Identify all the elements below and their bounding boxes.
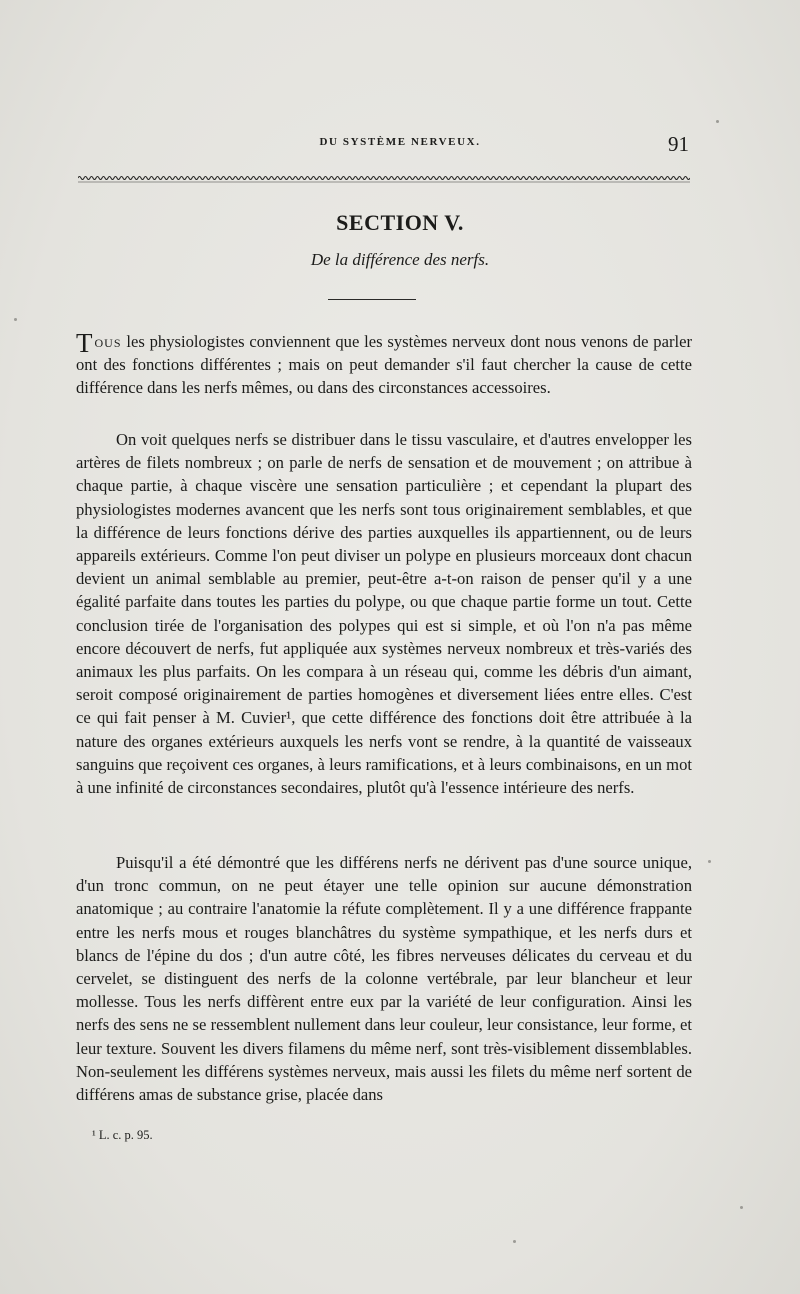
paragraph-1-opening: ous [94, 332, 122, 351]
paragraph-1 [76, 330, 692, 400]
drop-cap: T [76, 328, 93, 358]
paragraph-3-text: Puisqu'il a été démontré que les différens nerfs ne dérivent pas d'une source unique, d'un tronc commun, on ne peut étayer une telle opinion sur aucune démonstration anatomique ; au contraire l'anatomie la réfute complètement. Il y a une différence frappante entre les nerfs mous et rouges blanchâtres du système sympathique, et les nerfs durs et blancs de l'épine du dos ; d'un autre côté, les fibres nerveuses délicates du cerveau et du cervelet, se distinguent des nerfs de la colonne vertébrale, par leur blancheur et leur mollesse. Tous les nerfs diffèrent entre eux par la variété de leur configuration. Ainsi les nerfs des sens ne se ressemblent nullement dans leur couleur, leur consistance, leur forme, et leur texture. Souvent les divers filamens du même nerf, sont très-visiblement dissemblables. Non-seulement les différens systèmes nerveux, mais aussi les filets du même nerf sortent de différens amas de substance grise, placée dans [76, 853, 692, 1105]
paragraph-3 [76, 851, 692, 1106]
title-divider [328, 299, 416, 300]
paragraph-1-text: les physiologistes conviennent que les systèmes nerveux dont nous venons de parler ont des fonctions différentes ; mais on peut demander s'il faut chercher la cause de cette différence dans les nerfs mêmes, ou dans des circonstances accessoires. [76, 332, 692, 398]
section-subtitle: De la différence des nerfs. [310, 250, 490, 269]
footnote: ¹ L. c. p. 95. [92, 1128, 153, 1142]
paragraph-2 [76, 428, 692, 799]
page-number: 91 [668, 132, 689, 156]
running-title: DU SYSTÈME NERVEUX. [319, 136, 481, 148]
section-title: SECTION V. [336, 210, 464, 235]
paragraph-2-text: On voit quelques nerfs se distribuer dans le tissu vasculaire, et d'autres envelopper les artères de filets nombreux ; on parle de nerfs de sensation et de mouvement ; on attribue à chaque partie, à chaque viscère une sensation particulière ; et cependant la plupart des physiologistes modernes avancent que les nerfs sont tous originairement semblables, et que la différence de leurs fonctions dérive des parties auxquelles ils appartiennent, ou de leurs appareils extérieurs. Comme l'on peut diviser un polype en plusieurs morceaux dont chacun devient un animal semblable au premier, peut-être a-t-on raison de penser qu'il y a une égalité parfaite dans toutes les parties du polype, ou que chaque partie forme un tout. Cette conclusion tirée de l'organisation des polypes qui est si simple, et où l'on n'a pas même encore découvert de nerfs, fut appliquée aux systèmes nerveux nombreux et très-variés des animaux les plus parfaits. On les compara à un réseau qui, comme les débris d'un aimant, seroit composé originairement de parties homogènes et diversement liées entre elles. C'est ce qui fait penser à M. Cuvier¹, que cette différence des fonctions doit être attribuée à la nature des organes extérieurs auxquels les nerfs vont se rendre, à la quantité de vaisseaux sanguins que reçoivent ces organes, à leurs ramifications, et à leurs combinaisons, en un mot à une infinité de circonstances secondaires, plutôt qu'à l'essence intérieure des nerfs. [76, 430, 692, 798]
wavy-rule-ornament [78, 174, 690, 184]
